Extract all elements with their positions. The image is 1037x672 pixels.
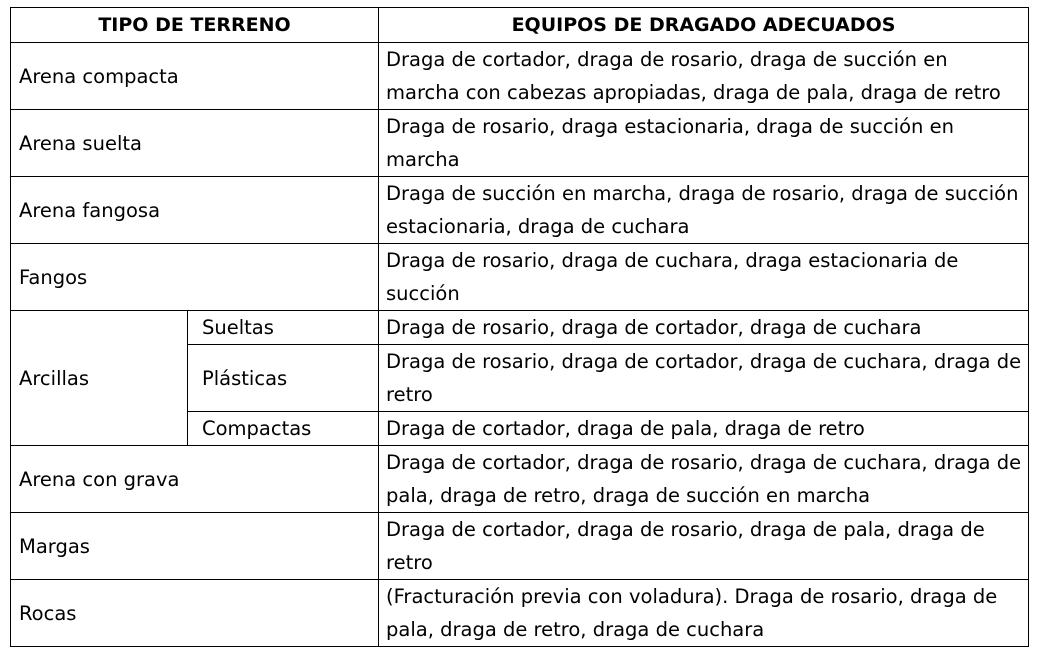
subtype-cell: Plásticas [188, 345, 379, 412]
dredging-table-container [10, 7, 1029, 647]
terrain-cell: Arena compacta [11, 43, 379, 110]
equipment-cell: Draga de rosario, draga de cortador, draga de cuchara, draga de retro [379, 345, 1029, 412]
equipment-cell: (Fracturación previa con voladura). Draga de rosario, draga de pala, draga de retro, draga de cuchara [379, 580, 1029, 647]
equipment-cell: Draga de rosario, draga de cortador, draga de cuchara [379, 311, 1029, 345]
terrain-cell: Margas [11, 513, 379, 580]
table-row [11, 244, 1029, 311]
equipment-cell: Draga de rosario, draga estacionaria, draga de succión en marcha [379, 110, 1029, 177]
table-row [11, 110, 1029, 177]
header-dredging-equipment: EQUIPOS DE DRAGADO ADECUADOS [379, 8, 1029, 43]
subtype-cell: Sueltas [188, 311, 379, 345]
terrain-cell: Rocas [11, 580, 379, 647]
equipment-cell: Draga de cortador, draga de pala, draga de retro [379, 412, 1029, 446]
equipment-cell: Draga de rosario, draga de cuchara, draga estacionaria de succión [379, 244, 1029, 311]
equipment-cell: Draga de succión en marcha, draga de rosario, draga de succión estacionaria, draga de cuchara [379, 177, 1029, 244]
subtype-cell: Compactas [188, 412, 379, 446]
table-row [11, 580, 1029, 647]
table-header-row [11, 8, 1029, 43]
equipment-cell: Draga de cortador, draga de rosario, draga de cuchara, draga de pala, draga de retro, draga de succión en marcha [379, 446, 1029, 513]
terrain-cell: Arena fangosa [11, 177, 379, 244]
table-row [11, 446, 1029, 513]
table-row [11, 177, 1029, 244]
terrain-cell: Arena con grava [11, 446, 379, 513]
terrain-cell: Arena suelta [11, 110, 379, 177]
table-row [11, 513, 1029, 580]
table-row [11, 43, 1029, 110]
equipment-cell: Draga de cortador, draga de rosario, draga de succión en marcha con cabezas apropiadas, draga de pala, draga de retro [379, 43, 1029, 110]
terrain-cell-arcillas: Arcillas [11, 311, 188, 446]
equipment-cell: Draga de cortador, draga de rosario, draga de pala, draga de retro [379, 513, 1029, 580]
dredging-equipment-table [10, 7, 1029, 647]
header-terrain-type: TIPO DE TERRENO [11, 8, 379, 43]
terrain-cell: Fangos [11, 244, 379, 311]
table-row [11, 311, 1029, 345]
